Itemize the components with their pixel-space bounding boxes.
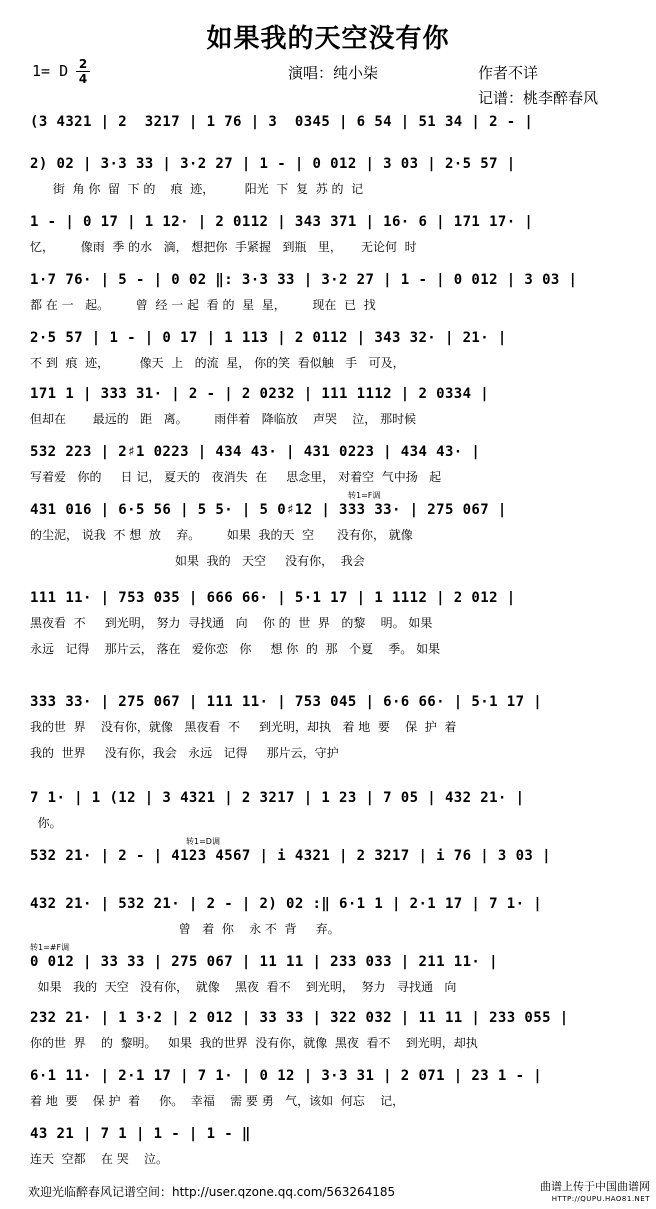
- key-change-marker: 转1=F调: [348, 491, 381, 500]
- lyric-line: 如果 我的 天空 没有你， 就像 黑夜 看不 到光明， 努力 寻找通 向: [30, 980, 457, 994]
- lyric-line: 我的世 界 没有你，就像 黑夜看 不 到光明，却执 着 地 要 保 护 着: [30, 720, 457, 734]
- lyric-line: 都 在 一 起。 曾 经 一 起 看 的 星 星， 现在 已 找: [30, 298, 376, 312]
- notation-line: (3 4321 | 2 3217 | 1 76 | 3 0345 | 6 54 | 51 34 | 2 - |: [30, 114, 534, 130]
- lyric-line: 着 地 要 保 护 着 你。 幸福 需 要 勇 气，该如 何忘 记，: [30, 1094, 405, 1108]
- notation-line: 431 016 | 6·5 56 | 5 5· | 5 0♯12 | 333 33· | 275 067 |: [30, 502, 507, 518]
- lyric-line: 不 到 痕 迹， 像天 上 的流 星， 你的笑 看似触 手 可及，: [30, 356, 405, 370]
- lyric-line: 曾 着 你 永 不 背 弃。: [30, 922, 340, 936]
- watermark-title: 曲谱上传于中国曲谱网: [540, 1180, 650, 1193]
- time-signature-top: 2: [78, 57, 88, 71]
- footer-link-text: 欢迎光临醉春风记谱空间：http://user.qzone.qq.com/563264185: [28, 1185, 396, 1199]
- lyric-line: 你。: [30, 816, 62, 830]
- notation-line: 171 1 | 333 31· | 2 - | 2 0232 | 111 1112 | 2 0334 |: [30, 386, 490, 402]
- notation-line: 333 33· | 275 067 | 111 11· | 753 045 | 6·6 66· | 5·1 17 |: [30, 694, 543, 710]
- notation-line: 2) 02 | 3·3 33 | 3·2 27 | 1 - | 0 012 | 3 03 | 2·5 57 |: [30, 156, 516, 172]
- author-credit: 作者不详: [478, 64, 539, 82]
- notation-line: 532 21· | 2 - | 4123 4567 | i 4321 | 2 3217 | i 76 | 3 03 |: [30, 848, 551, 864]
- site-watermark: [540, 1180, 650, 1206]
- watermark-url: HTTP://QUPU.HAO81.NET: [551, 1195, 650, 1203]
- lyric-line: 街 角 你 留 下 的 痕 迹， 阳光 下 复 苏 的 记: [30, 182, 364, 196]
- lyric-line: 写着爱 你的 日 记， 夏天的 夜消失 在 思念里， 对着空 气中扬 起: [30, 470, 442, 484]
- key-signature: 1= D: [32, 62, 69, 80]
- notation-line: 432 21· | 532 21· | 2 - | 2) 02 :‖ 6·1 1 | 2·1 17 | 7 1· |: [30, 896, 543, 912]
- notation-line: 0 012 | 33 33 | 275 067 | 11 11 | 233 033 | 211 11· |: [30, 954, 498, 970]
- notation-line: 43 21 | 7 1 | 1 - | 1 - ‖: [30, 1126, 251, 1142]
- lyric-line: 如果 我的 天空 没有你， 我会: [30, 554, 365, 568]
- lyric-line: 永远 记得 那片云， 落在 爱你恋 你 想 你 的 那 个夏 季。 如果: [30, 642, 441, 656]
- notation-line: 232 21· | 1 3·2 | 2 012 | 33 33 | 322 032 | 11 11 | 233 055 |: [30, 1010, 569, 1026]
- song-title: 如果我的天空没有你: [206, 24, 450, 54]
- singer-credit: 演唱：纯小柒: [288, 64, 379, 82]
- lyric-line: 的尘泥， 说我 不 想 放 弃。 如果 我的天 空 没有你， 就像: [30, 528, 413, 542]
- notation-line: 532 223 | 2♯1 0223 | 434 43· | 431 0223 | 434 43· |: [30, 444, 481, 460]
- lyric-line: 连天 空都 在 哭 泣。: [30, 1152, 168, 1166]
- notation-line: 1 - | 0 17 | 1 12· | 2 0112 | 343 371 | 16· 6 | 171 17· |: [30, 214, 534, 230]
- lyric-line: 你的世 界 的 黎明。 如果 我的世界 没有你，就像 黑夜 看不 到光明，却执: [30, 1036, 478, 1050]
- notation-line: 111 11· | 753 035 | 666 66· | 5·1 17 | 1 1112 | 2 012 |: [30, 590, 516, 606]
- notator-credit: 记谱：桃李醉春风: [478, 89, 599, 107]
- notation-line: 7 1· | 1 (12 | 3 4321 | 2 3217 | 1 23 | 7 05 | 432 21· |: [30, 790, 525, 806]
- lyric-line: 忆， 像雨 季 的水 滴， 想把你 手紧握 到瓶 里， 无论何 时: [30, 240, 417, 254]
- notation-line: 6·1 11· | 2·1 17 | 7 1· | 0 12 | 3·3 31 | 2 071 | 23 1 - |: [30, 1068, 543, 1084]
- key-change-marker: 转1=D调: [186, 837, 220, 846]
- lyric-line: 但却在 最远的 距 离。 雨伴着 降临放 声哭 泣， 那时候: [30, 412, 417, 426]
- key-change-marker: 转1=#F调: [30, 943, 70, 952]
- time-signature: [76, 58, 90, 85]
- time-signature-bottom: 4: [78, 72, 88, 86]
- lyric-line: 我的 世界 没有你，我会 永远 记得 那片云，守护: [30, 746, 339, 760]
- notation-line: 1·7 76· | 5 - | 0 02 ‖: 3·3 33 | 3·2 27 | 1 - | 0 012 | 3 03 |: [30, 272, 578, 288]
- notation-line: 2·5 57 | 1 - | 0 17 | 1 113 | 2 0112 | 343 32· | 21· |: [30, 330, 507, 346]
- lyric-line: 黑夜看 不 到光明， 努力 寻找通 向 你 的 世 界 的黎 明。 如果: [30, 616, 433, 630]
